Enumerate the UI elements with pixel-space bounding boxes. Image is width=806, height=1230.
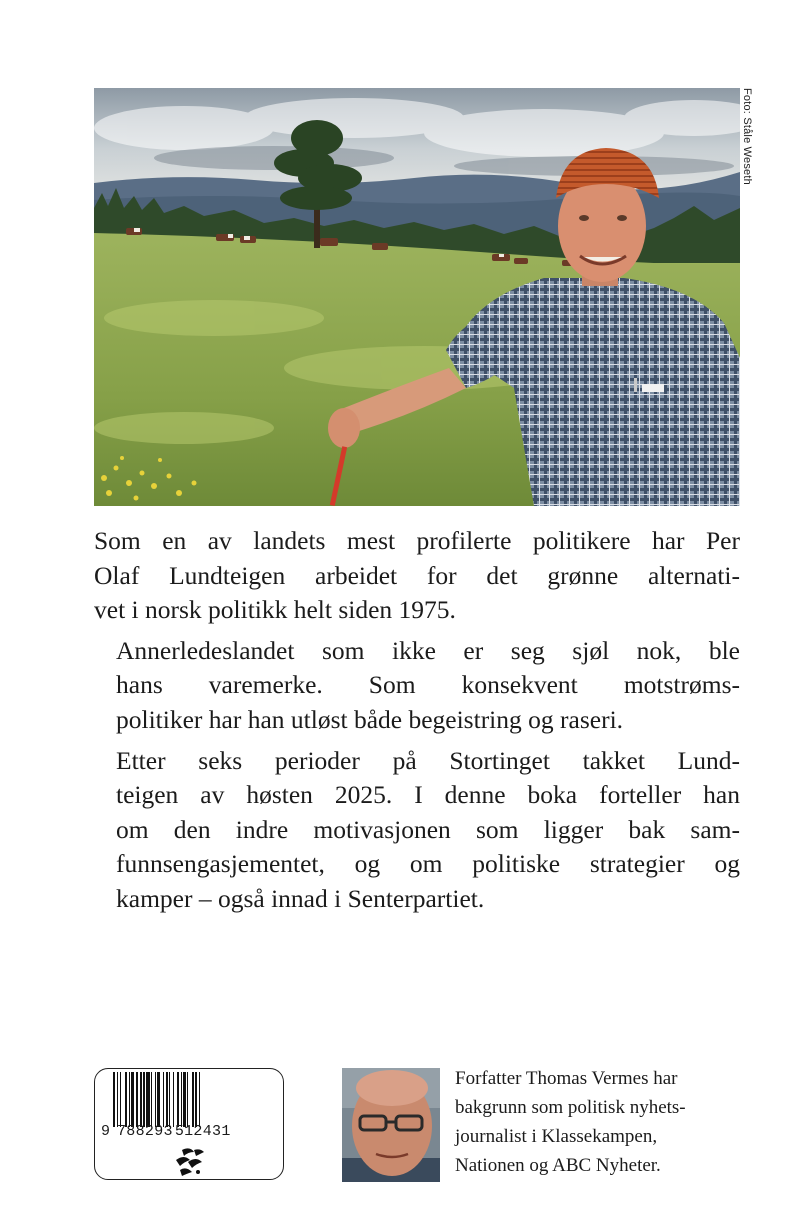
isbn-first-digit: 9: [101, 1123, 111, 1140]
author-photo: [342, 1068, 440, 1182]
barcode-bars: [113, 1072, 263, 1127]
author-portrait: [342, 1068, 440, 1182]
blurb-line: Annerledeslandet som ikke er seg sjøl nok, ble: [116, 635, 740, 665]
publisher-logo-icon: [172, 1146, 208, 1176]
barcode-bar: [199, 1072, 200, 1127]
author-bio-line: Forfatter Thomas Vermes har: [455, 1068, 678, 1089]
isbn-group-2: 512431: [174, 1123, 231, 1140]
blurb-line: teigen av høsten 2025. I denne boka forteller han: [116, 780, 740, 810]
blurb-line: kamper – også innad i Senterpartiet.: [116, 883, 485, 913]
blurb-paragraph-2: [94, 634, 740, 738]
back-cover-blurb: [94, 524, 740, 923]
author-bio-line: Nationen og ABC Nyheter.: [455, 1155, 661, 1176]
photo-illustration: [94, 88, 740, 506]
author-bio-line: bakgrunn som politisk nyhets-: [455, 1097, 686, 1118]
author-bio-line: journalist i Klassekampen,: [455, 1126, 658, 1147]
blurb-line: Som en av landets mest profilerte politikere har Per: [94, 526, 740, 555]
blurb-line: Etter seks perioder på Stortinget takket Lund-: [116, 745, 740, 775]
isbn-number: [101, 1123, 279, 1140]
isbn-barcode: [94, 1068, 284, 1180]
blurb-paragraph-1: [94, 524, 740, 628]
blurb-line: funnsengasjementet, og om politiske strategier og: [116, 849, 740, 879]
blurb-line: politiker har han utløst både begeistring og raseri.: [116, 704, 624, 734]
cover-photo: [94, 88, 740, 506]
blurb-line: om den indre motivasjonen som ligger bak sam-: [116, 814, 740, 844]
isbn-group-1: 788293: [117, 1123, 173, 1140]
blurb-line: vet i norsk politikk helt siden 1975.: [94, 595, 456, 625]
photo-credit: Foto: Ståle Weseth: [741, 88, 753, 185]
blurb-line: hans varemerke. Som konsekvent motstrøms-: [116, 670, 740, 700]
author-bio: [455, 1064, 755, 1180]
blurb-line: Olaf Lundteigen arbeidet for det grønne alternati-: [94, 560, 740, 590]
blurb-paragraph-3: [94, 744, 740, 917]
